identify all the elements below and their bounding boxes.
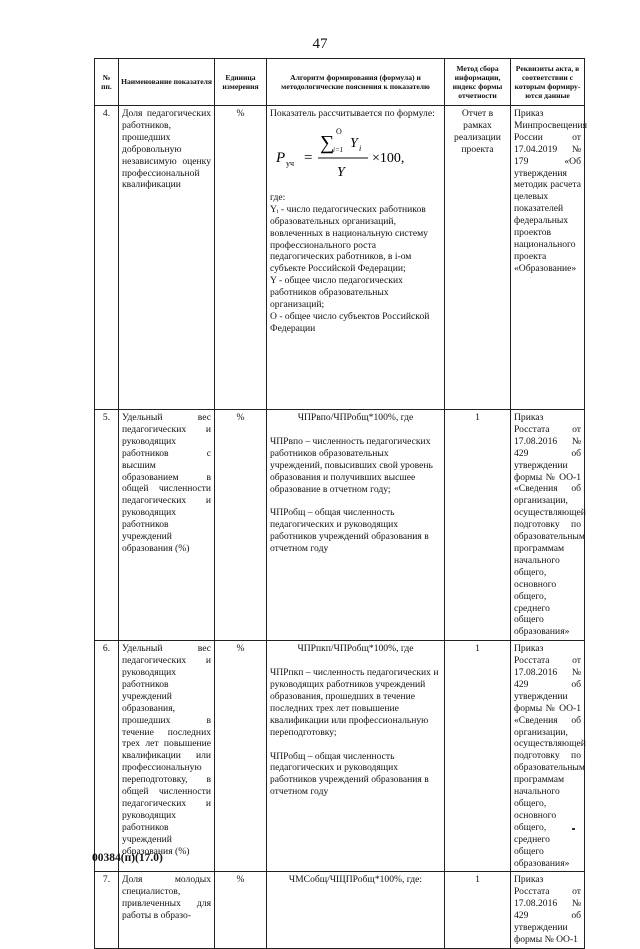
row-number: 4.: [95, 106, 119, 410]
formula-sum-bottom: i=1: [333, 145, 344, 154]
indicator-name: Удельный вес педагогических и руководящих работников с высшим образованием в общей численности педагогических и руководящих работников учреждений образования (%): [119, 410, 215, 641]
formula-times: ×100,: [372, 150, 405, 166]
formula-var-sub: i: [359, 143, 362, 153]
algorithm-formula: ЧПРвпо/ЧПРобщ*100%, где: [297, 412, 414, 423]
row-number: 5.: [95, 410, 119, 641]
table-row: [95, 641, 585, 872]
algorithm-line: ЧПРобщ – общая численность педагогических и руководящих работников учреждений образования в отчетном году: [270, 507, 429, 555]
formula-lhs: P: [276, 149, 286, 166]
method-cell: Отчет в рамках реализации проекта: [445, 106, 511, 410]
unit-cell: %: [215, 641, 267, 872]
table-header-row: [95, 59, 585, 106]
formula-graphic: [270, 122, 442, 188]
table-row: [95, 410, 585, 641]
indicator-name: Доля молодых специалистов, привлеченных для работы в образо-: [119, 872, 215, 948]
algorithm-line: ЧПРвпо – численность педагогических работников образовательных учреждений, повысивших свой уровень образования и получивших высшее образование в отчетном году;: [270, 435, 433, 495]
algorithm-cell: [267, 641, 445, 872]
algorithm-line: O - общее число субъектов Российской Федерации: [270, 310, 430, 334]
algorithm-cell: [267, 410, 445, 641]
method-cell: 1: [445, 410, 511, 641]
unit-cell: %: [215, 410, 267, 641]
row-number: 7.: [95, 872, 119, 948]
indicator-name: Удельный вес педагогических и руководящих работников учреждений образования, прошедших в течение последних трех лет повышение квалификации или профессиональную переподготовку, в общей численности педагогических и руководящих работников учреждений образования (%): [119, 641, 215, 872]
header-method: Метод сбора информации, индекс формы отчетности: [445, 59, 511, 106]
requisites-cell: Приказ Росстата от 17.08.2016 № 429 об утверждении формы № ОО-1: [511, 872, 585, 948]
unit-cell: %: [215, 106, 267, 410]
algorithm-line: где:: [270, 191, 286, 203]
header-algorithm: Алгоритм формирования (формула) и методологические пояснения к показателю: [267, 59, 445, 106]
algorithm-line: ЧПРобщ – общая численность педагогических и руководящих работников учреждений образования в отчетном году: [270, 750, 429, 798]
header-num: № пп.: [95, 59, 119, 106]
method-cell: 1: [445, 641, 511, 872]
indicators-table: [94, 58, 588, 949]
formula-lhs-sub: уч: [286, 158, 295, 168]
requisites-cell: Приказ Росстата от 17.08.2016 № 429 об утверждении формы № ОО-1 «Сведения об организации, осуществляющей подготовку по образовательным программам начального общего, основного общего, среднего общего образования»: [511, 641, 585, 872]
header-name: Наименование показателя: [119, 59, 215, 106]
algorithm-formula: ЧПРпкп/ЧПРобщ*100%, где: [297, 643, 414, 655]
page-number: 47: [312, 36, 328, 52]
header-requisites: Реквизиты акта, в соответствии с которым формиру-ются данные: [511, 59, 585, 106]
formula-denominator: Y: [337, 164, 345, 180]
algorithm-cell: [267, 872, 445, 948]
unit-cell: %: [215, 872, 267, 948]
algorithm-intro: Показатель рассчитывается по формуле:: [270, 108, 435, 119]
table-row: [95, 106, 585, 410]
algorithm-line: ЧПРпкп – численность педагогических и руководящих работников учреждений образования, прошедших в течение последних трех лет повышение квалификации или профессиональную переподготовку;: [270, 667, 439, 738]
indicator-name: Доля педагогических работников, прошедших добровольную независимую оценку профессиональной квалификации: [119, 106, 215, 410]
formula: [270, 122, 441, 188]
algorithm-line: Y - общее число педагогических работников образовательных организаций;: [270, 275, 403, 311]
algorithm-formula: ЧМСобщ/ЧЩПРобщ*100%, где:: [288, 874, 423, 886]
svg-text:=: =: [304, 149, 313, 166]
requisites-cell: Приказ Росстата от 17.08.2016 № 429 об утверждении формы № ОО-1 «Сведения об организации, осуществляющей подготовку по образовательным программам начального общего, основного общего, среднего общего образования»: [511, 410, 585, 641]
header-unit: Единица измерения: [215, 59, 267, 106]
row-number: 6.: [95, 641, 119, 872]
formula-sum-top: O: [336, 126, 342, 136]
table-row: [95, 872, 585, 948]
scan-mark: [572, 828, 575, 830]
algorithm-cell: [267, 106, 445, 410]
formula-var: Y: [350, 135, 358, 151]
sigma-symbol: ∑: [320, 131, 335, 154]
requisites-cell: Приказ Минпросвещения России от 17.04.2019 № 179 «Об утверждения методик расчета целевых показателей федеральных проектов национального проекта «Образование»: [511, 106, 585, 410]
algorithm-line: Yᵢ - число педагогических работников образовательных организаций, вовлеченных в национальную систему профессионального роста педагогических работников, в i-ом субъекте Российской Федерации;: [270, 203, 428, 275]
method-cell: 1: [445, 872, 511, 948]
document-code: 00384(п)(17.0): [92, 852, 163, 864]
